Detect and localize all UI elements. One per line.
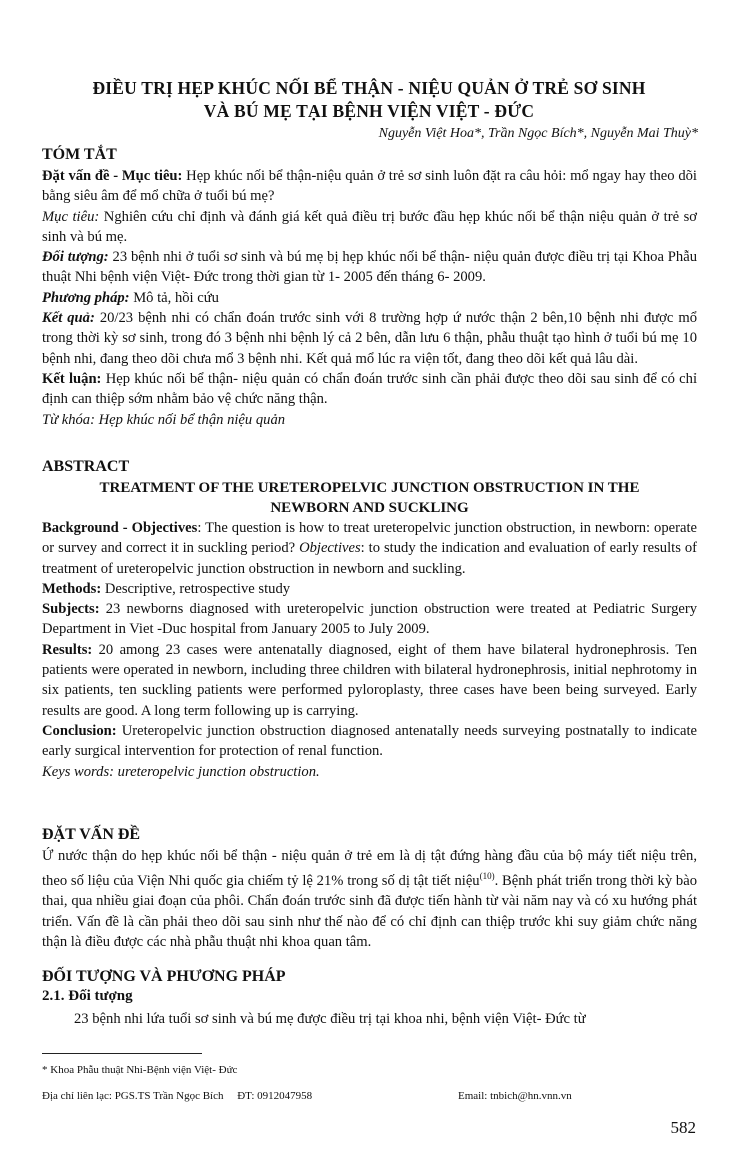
vn-subjects: Đối tượng: 23 bệnh nhi ở tuổi sơ sinh và bú mẹ bị hẹp khúc nối bể thận- niệu quản được điều trị tại Khoa Phẫu thuật Nhi bệnh viện Việt- Đức trong thời gian từ 1- 2005 đến tháng 6- 2009. <box>42 249 697 286</box>
en-results: Results: 20 among 23 cases were antenatally diagnosed, eight of them have bilateral hydronephrosis. Ten patients were operated in newborn, including three children with bilateral hydronephrosis, initial nephrotomy in six patients, ten suckling patients were performed pyloroplasty, three cases have been being surveyed. Early results are good. A long term following up is carrying. <box>42 641 697 719</box>
en-abstract-heading: ABSTRACT <box>42 458 130 475</box>
en-methods: Methods: Descriptive, retrospective study <box>42 580 291 597</box>
page-number: 582 <box>670 1118 696 1137</box>
vn-results: Kết quả: 20/23 bệnh nhi có chẩn đoán trước sinh với 8 trường hợp ứ nước thận 2 bên,10 bệnh nhi được mổ trong thời kỳ sơ sinh, trong đó 3 bệnh nhi bệnh lý cả 2 bên, dẫn lưu 6 thận, phẫu thuật tạo hình ở tuổi bú mẹ 10 bệnh nhi, đang theo dõi chưa mổ 3 bệnh nhi. Kết quả mổ lúc ra viện tốt, đang theo dõi kết quả lâu dài. <box>42 310 698 367</box>
intro-paragraph: Ứ nước thận do hẹp khúc nối bể thận - niệu quản ở trẻ em là dị tật đứng hàng đầu của bộ máy tiết niệu trên, theo số liệu của Viện Nhi quốc gia chiếm tỷ lệ 21% trong số dị tật tiết niệu$^{(10)}$. Bệnh phát triển trong thời kỳ bào thai, qua nhiều giai đoạn của phôi. Chẩn đoán trước sinh đã được tiến hành từ vài năm nay và có xu hướng phát triển. Vấn đề là cần phải theo dõi sau sinh như thế nào để có chỉ định can thiệp trước khi suy giảm chức năng thận là điều được các nhà phẫu thuật nhi khoa quan tâm. <box>42 848 697 951</box>
vn-background: Đặt vấn đề - Mục tiêu: Hẹp khúc nối bể thận-niệu quản ở trẻ sơ sinh luôn đặt ra câu hỏi: mổ ngay hay theo dõi bằng siêu âm để mổ chữa ở tuổi bú mẹ? <box>42 168 697 205</box>
en-abstract-body <box>42 518 697 782</box>
paper-title-line-2: VÀ BÚ MẸ TẠI BỆNH VIỆN VIỆT - ĐỨC <box>203 101 535 121</box>
vn-methods: Phương pháp: Mô tả, hồi cứu <box>42 289 219 306</box>
vn-abstract-heading: TÓM TẮT <box>42 146 117 163</box>
methods-paragraph: 23 bệnh nhi lứa tuổi sơ sinh và bú mẹ được điều trị tại khoa nhi, bệnh viện Việt- Đức từ <box>74 1011 586 1027</box>
paper-title-line-1: ĐIỀU TRỊ HẸP KHÚC NỐI BỂ THẬN - NIỆU QUẢN Ở TRẺ SƠ SINH <box>92 78 646 98</box>
en-subjects: Subjects: 23 newborns diagnosed with ureteropelvic junction obstruction were treated at Pediatric Surgery Department in Viet -Duc hospital from January 2005 to July 2009. <box>42 601 697 638</box>
en-title-line-1: TREATMENT OF THE URETEROPELVIC JUNCTION OBSTRUCTION IN THE <box>99 480 640 496</box>
en-conclusion: Conclusion: Ureteropelvic junction obstruction diagnosed antenatally needs surveying postnatally to indicate early surgical intervention for protection of renal function. <box>42 722 697 760</box>
methods-heading: ĐỐI TƯỢNG VÀ PHƯƠNG PHÁP <box>42 968 286 985</box>
vn-abstract-body <box>42 166 697 430</box>
vn-keywords: Từ khóa: Hẹp khúc nối bể thận niệu quản <box>42 411 286 428</box>
citation-ref: (10) <box>479 871 495 882</box>
en-title-line-2: NEWBORN AND SUCKLING <box>270 500 469 516</box>
vn-conclusion: Kết luận: Hẹp khúc nối bể thận- niệu quản có chẩn đoán trước sinh cần phải được theo dõi sau sinh để có chỉ định can thiệp sớm nhằm bảo vệ chức năng thận. <box>42 370 697 408</box>
footnote-email: Email: tnbich@hn.vnn.vn <box>458 1090 572 1102</box>
footnote-contact: Địa chỉ liên lạc: PGS.TS Trần Ngọc Bích ĐT: 0912047958 <box>42 1090 313 1102</box>
intro-heading: ĐẶT VẤN ĐỀ <box>42 826 141 843</box>
en-background: Background - Objectives: The question is how to treat ureteropelvic junction obstruction, in newborn: operate or survey and correct it in suckling period? Objectives: to study the indication and evaluation of early results of treatment of ureteropelvic junction obstruction in newborn and suckling. <box>42 520 698 577</box>
subjects-subheading: 2.1. Đối tượng <box>42 988 133 1004</box>
vn-objectives: Mục tiêu: Nghiên cứu chỉ định và đánh giá kết quả điều trị bước đầu hẹp khúc nối bể thận niệu quản ở trẻ sơ sinh và bú mẹ. <box>42 208 698 245</box>
footnote-separator <box>42 1053 202 1054</box>
en-keywords: Keys words: ureteropelvic junction obstruction. <box>42 763 320 780</box>
authors: Nguyễn Việt Hoa*, Trần Ngọc Bích*, Nguyễn Mai Thuỳ* <box>378 126 698 141</box>
footnote-affiliation: * Khoa Phẫu thuật Nhi-Bệnh viện Việt- Đức <box>42 1064 238 1076</box>
